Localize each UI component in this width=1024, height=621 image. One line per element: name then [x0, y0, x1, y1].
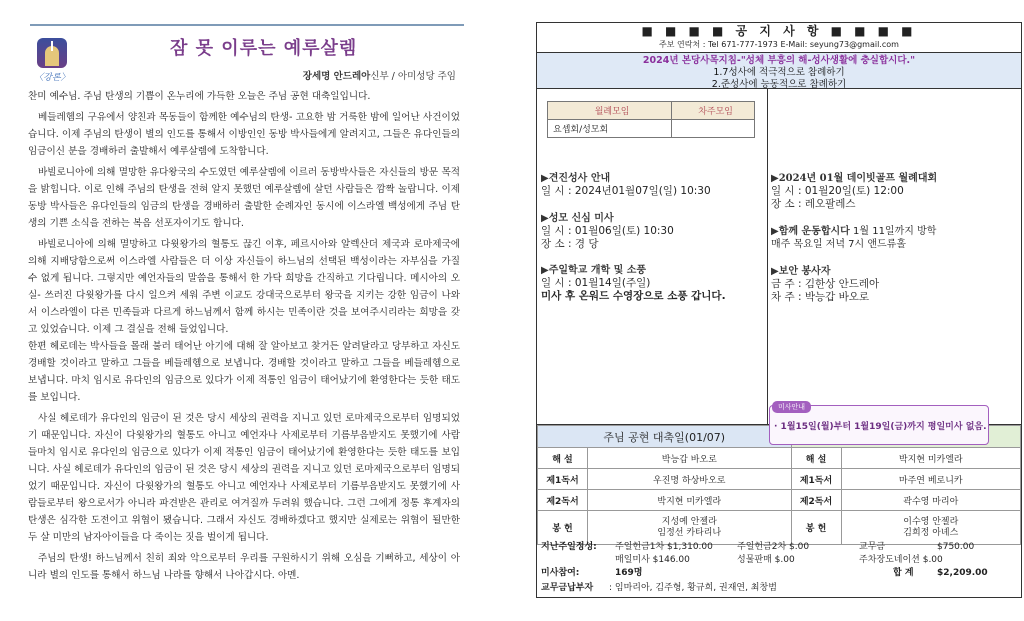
table-header: 차주모임 [672, 102, 755, 120]
ann-line: 일 시 : 2024년01월07일(일) 10:30 [541, 185, 711, 197]
role-person-name: 이수영 안젤라 [903, 516, 959, 527]
homily-column [20, 14, 464, 614]
role-person: 우진명 하상바오로 [588, 469, 792, 490]
contact-line: 주보 연락처 : Tel 671-777-1973 E-Mail: seyung73@gmail.com [659, 40, 899, 49]
homily-logo [34, 38, 70, 90]
homily-author [303, 68, 456, 82]
ann-heading: 주일학교 개학 및 소풍 [548, 265, 647, 276]
triangle-icon: ▶ [771, 173, 779, 184]
paragraph: 베들레헴의 구유에서 양친과 목동들이 함께한 예수님의 탄생- 고요한 밤 거룩한 밤에 일어난 사건이었습니다. 이제 주님의 탄생이 별의 인도를 통해서 이방인인 동방 박사들에게 알려지고, 그들은 유다인들의 임금이신 분을 경배하러 출발해서 예루살렘에 도착합니다. [28, 112, 460, 157]
paragraph: 사실 헤로데가 유다인의 임금이 된 것은 당시 세상의 권력을 지니고 있던 로마제국으로부터 임명되었기 때문입니다. 자신이 다윗왕가의 혈통도 아니고 예언자나 사제로부터 기름부음받지도 못했기에 사람들마치 임시로 유다인의 임금으로 있다가 이제 적통인 임금이 태어났기에 환영한다는 듯한 태도를 보입니다. 사실 헤로데가 유다인의 임금이 된 것은 당시 세상의 권력을 지니고 있던 로마제국으로부터 임명되었기 때문입니다. 자신이 다윗왕가의 혈통도 아니고 예언자나 사제로부터 기름부음받지도 못했기에 사람들로부터 왕으로서가 아니라 파견받은 관리로 여겨질까 두려워 했습니다. 그런 그에게 정통 후계자의 탄생은 심각한 도전이고 위협이 됐습니다. 그래서 자신도 경배하겠다고 했지만 실제로는 위협이 될만한 두 살 미만의 남자아이들을 다 죽이는 짓을 벌이게 됩니다. [28, 413, 460, 543]
finance-item: 주일헌금2차 $.00 [737, 542, 810, 552]
paragraph: 주님의 탄생! 하느님께서 친히 죄와 악으로부터 우리를 구원하시기 위해 오심을 기뻐하고, 세상이 아니라 별의 인도를 통해서 하느님 나라를 향해서 나아갑시다. 아멘. [28, 553, 460, 581]
role-label: 봉 헌 [538, 511, 588, 545]
top-divider [30, 24, 464, 26]
ann-heading: 성모 신심 미사 [548, 213, 614, 224]
total-label: 합 계 [893, 568, 914, 578]
paragraph: 바빌로니아에 의해 멸망한 유다왕국의 수도였던 예루살렘에 이르러 동방박사들은 자신들의 방문 목적을 밝힙니다. 이로 인해 주님의 탄생을 전혀 알지 못했던 예루살렘에 살던 사람들은 깜짝 놀랍니다. 이제 동방 박사들은 유다인들의 임금의 탄생을 경배하러 출발한 순례자인 동시에 이스라엘 백성에게 주님 탄생의 기쁜 소식을 전하는 복음 선포자이기도 합니다. [28, 167, 460, 229]
finance-item: 주차장도네이션 $.00 [859, 555, 943, 565]
role-person-name: 지성예 안젤라 [661, 516, 717, 527]
total-value: $2,209.00 [937, 568, 988, 578]
attendance-label: 미사참여: [541, 568, 580, 578]
table-header: 월례모임 [548, 102, 672, 120]
notice-title: ■ ■ ■ ■ 공 지 사 항 ■ ■ ■ ■ [641, 24, 917, 38]
column-divider [767, 89, 768, 424]
donors-list: : 임마리아, 김주형, 황규희, 권재연, 최창범 [609, 583, 777, 593]
role-person-name: 임정선 카타리나 [657, 527, 722, 538]
triangle-icon: ▶ [771, 226, 779, 237]
role-label: 제1독서 [791, 469, 841, 490]
table-cell: 요셉회/성모회 [548, 120, 672, 138]
ann-mary-mass [541, 212, 763, 251]
role-label: 봉 헌 [791, 511, 841, 545]
ann-line: 미사 후 온워드 수영장으로 소풍 갑니다. [541, 290, 726, 302]
week1-header: 주님 공현 대축일(01/07) [538, 426, 792, 448]
role-label: 해 설 [538, 448, 588, 469]
author-name: 장세명 안드레아 [302, 71, 371, 82]
role-label: 제1독서 [538, 469, 588, 490]
ann-heading: 보안 봉사자 [778, 266, 831, 277]
table-cell [672, 120, 755, 138]
triangle-icon: ▶ [771, 266, 779, 277]
ann-sunday-school [541, 264, 763, 303]
role-person-name: 김희정 아녜스 [903, 527, 959, 538]
role-label: 해 설 [791, 448, 841, 469]
ann-line: 차 주 : 박능갑 바오로 [771, 291, 870, 303]
finance-item: 성물판매 $.00 [737, 555, 795, 565]
mass-notice-box [769, 405, 989, 445]
ann-security [771, 265, 1021, 304]
role-person: 곽수영 마리아 [841, 490, 1020, 511]
ann-golf [771, 172, 1021, 211]
role-person: 박능갑 바오로 [588, 448, 792, 469]
notice-board [536, 22, 1022, 598]
ann-line: 금 주 : 김한상 안드레아 [771, 278, 880, 290]
role-person [841, 511, 1020, 545]
triangle-icon: ▶ [541, 173, 549, 184]
vision-line: 2.준성사에 능동적으로 참례하기 [711, 79, 847, 90]
ann-heading: 2024년 01월 데이빗골프 월례대회 [778, 173, 938, 184]
paragraph: 찬미 예수님. 주님 탄생의 기쁨이 온누리에 가득한 오늘은 주님 공현 대축일입니다. [28, 91, 371, 102]
role-person: 박지현 미카엘라 [588, 490, 792, 511]
role-person: 마주연 베로니카 [841, 469, 1020, 490]
announcements [537, 89, 1021, 432]
paragraph: 한편 헤로데는 박사들을 몰래 불러 태어난 아기에 대해 잘 알아보고 찾거든 알려달라고 당부하고 자신도 경배할 것이라고 말하고 그들을 베들레헴으로 보냅니다. 경배할 것이라고 말하고 그들을 베들레헴으로 보냅니다. 마치 임시로 유다인의 임금으로 있다가 이제 적통인 임금이 태어났기에 환영한다는 듯한 태도를 보입니다. [28, 341, 460, 403]
triangle-icon: ▶ [541, 213, 549, 224]
ann-line: 일 시 : 01월20일(토) 12:00 [771, 185, 904, 197]
role-label: 제2독서 [791, 490, 841, 511]
triangle-icon: ▶ [541, 265, 549, 276]
meeting-table [547, 101, 755, 138]
finance-item: 주일헌금1차 $1,310.00 [615, 542, 713, 552]
finance-item: $750.00 [937, 542, 975, 552]
notice-header [537, 23, 1021, 53]
finance-label: 지난주일정성: [541, 542, 597, 552]
paragraph: 바빌로니아에 의해 멸망하고 다윗왕가의 혈통도 끊긴 이후, 페르시아와 알렉산더 제국과 로마제국에 의해 지배당함으로써 이스라엘 사람들은 더 이상 자신들이 하느님의 선택된 백성이라는 자부심을 가질 수 없게 됩니다. 그렇지만 예언자들의 말씀을 통해서 한 가닥 희망을 간직하고 기다립니다. 메시아의 오실- 쓰러진 다윗왕가를 다시 일으켜 세워 주변 이교도 강대국으로부터 왕국을 지키는 강한 임금이 나와서 이스라엘이 다른 민족들과 다르게 하느님께서 함께 하시는 민족이란 것을 보여주시리라는 희망을 갖고 있었습니다. 이제 그 결실을 전해 들었입니다. [28, 239, 460, 335]
notice-text: · 1월15일(월)부터 1월19일(금)까지 평일미사 없음. [774, 422, 987, 432]
ann-confirmation [541, 172, 763, 198]
role-label: 제2독서 [538, 490, 588, 511]
attendance-value: 169명 [615, 568, 643, 578]
ann-line: 일 시 : 01월14일(주일) [541, 277, 651, 289]
homily-title: 잠 못 이루는 예루살렘 [170, 38, 358, 59]
logo-caption: 〈강론〉 [34, 73, 70, 83]
ann-line: 장 소 : 경 당 [541, 238, 599, 250]
donors-label: 교무금납부자 [541, 583, 594, 593]
ann-heading: 함께 운동합시다 [778, 226, 850, 237]
role-person: 박지현 미카엘라 [841, 448, 1020, 469]
finance-item: 매일미사 $146.00 [615, 555, 690, 565]
role-person [588, 511, 792, 545]
ann-line: 일 시 : 01월06일(토) 10:30 [541, 225, 674, 237]
ann-line: 매주 목요일 저녁 7시 앤드류홀 [771, 239, 906, 250]
finance-item: 교무금 [859, 542, 886, 552]
ann-line: 장 소 : 레오팔레스 [771, 198, 856, 210]
ann-heading-note: 1월 11일까지 방학 [853, 226, 937, 237]
vision-line: 1.7성사에 적극적으로 참례하기 [713, 67, 845, 78]
homily-body [28, 88, 460, 584]
ann-exercise [771, 225, 1021, 251]
vision-line: 2024년 본당사목지침-"성체 부흥의 해-성사생활에 충실합시다." [642, 55, 916, 66]
ann-heading: 견진성사 안내 [548, 173, 611, 184]
notice-tag: 미사안내 [772, 401, 811, 413]
church-icon [37, 38, 67, 68]
pastoral-vision [537, 53, 1021, 89]
author-role: 신부 / 아미성당 주임 [370, 71, 456, 82]
